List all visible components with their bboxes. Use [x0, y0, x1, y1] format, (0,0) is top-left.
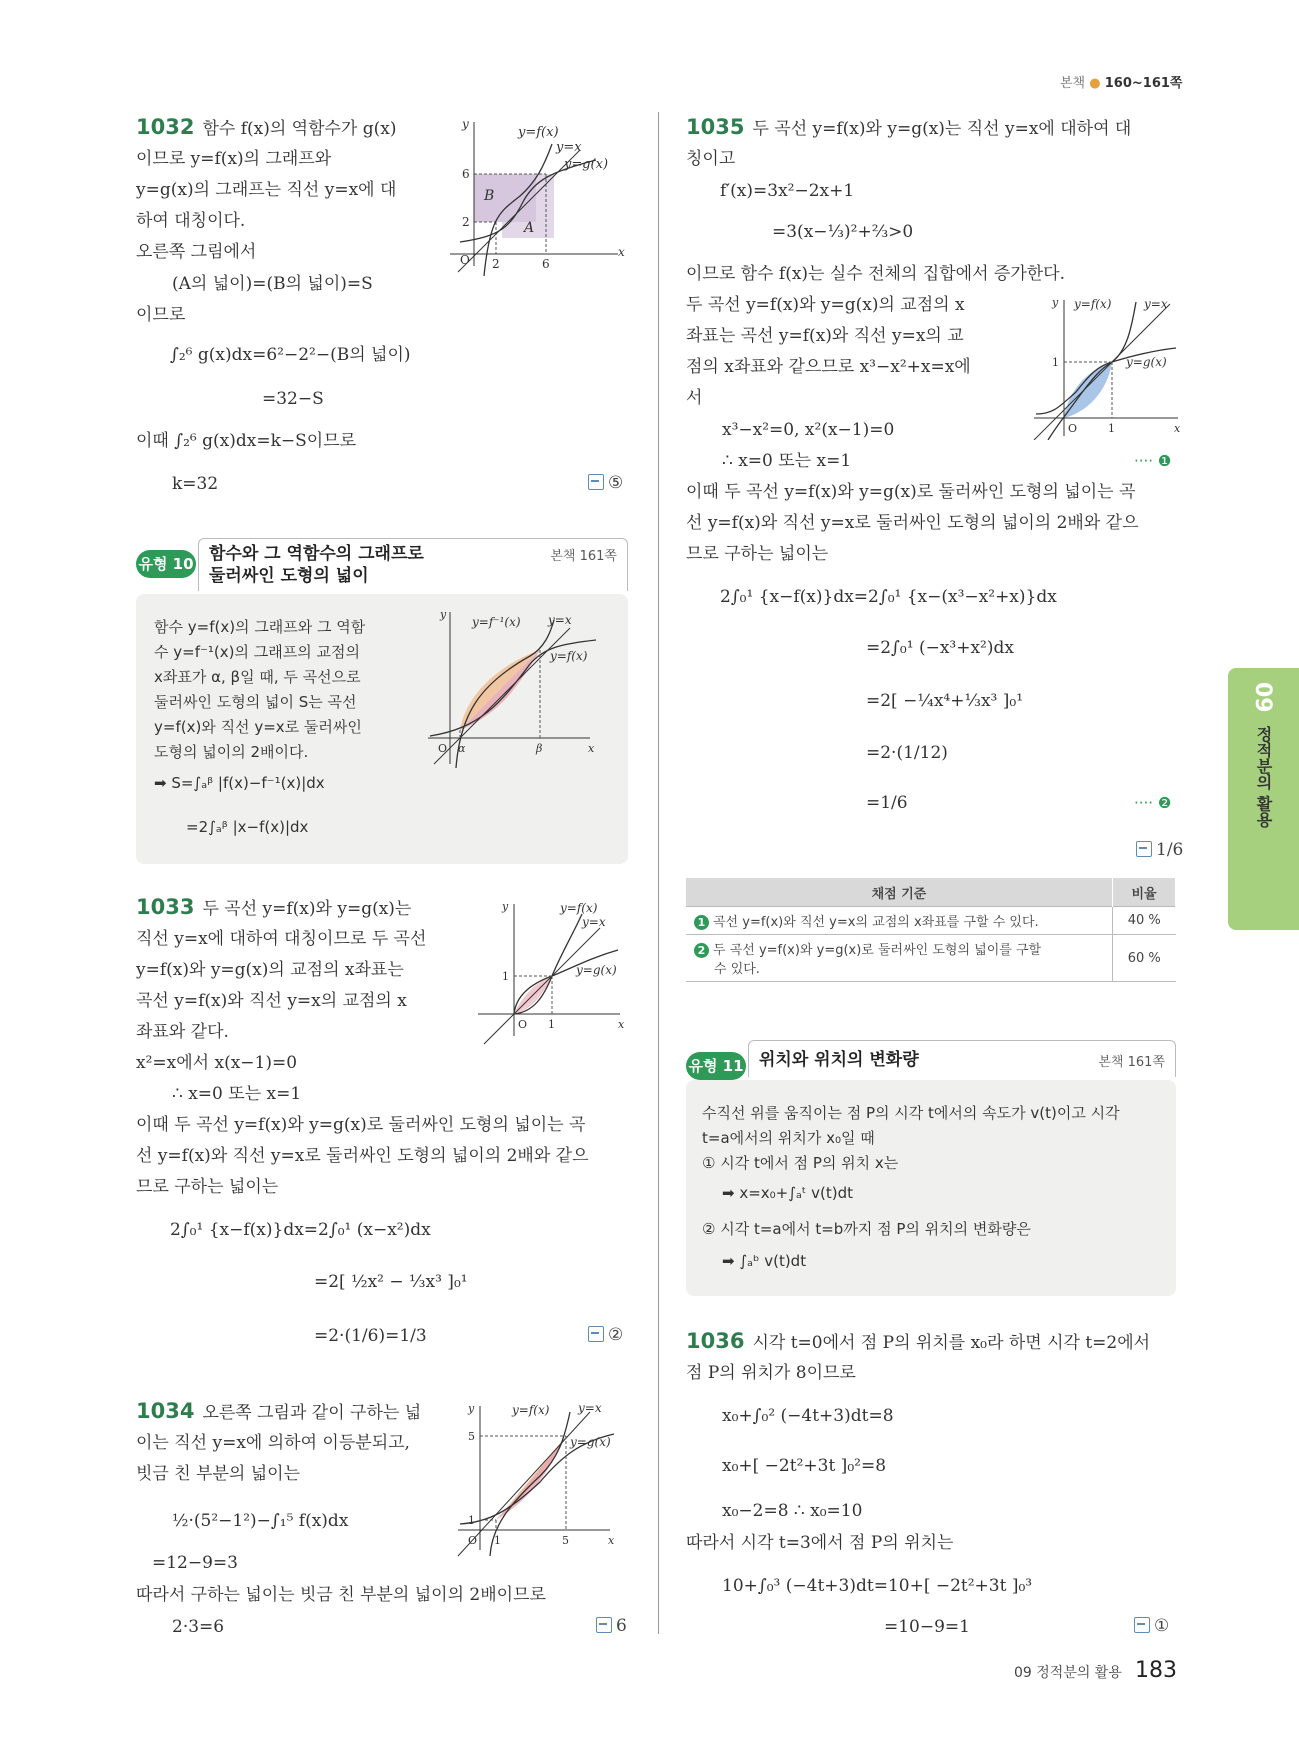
- label-yx: y=x: [556, 140, 582, 155]
- footer-chapter: 09 정적분의 활용: [1014, 1665, 1122, 1681]
- p1036-line-1: [686, 1330, 1150, 1354]
- p1034-graph: [450, 1400, 635, 1560]
- label-g: y=g(x): [564, 157, 609, 172]
- type10-title-line-2: 둘러싸인 도형의 넓이: [209, 566, 369, 586]
- mark-2: ···· ❷: [1134, 794, 1172, 812]
- curve-f: [1048, 302, 1136, 440]
- tick-x-1: 1: [548, 1018, 555, 1031]
- p1032-line-4: 하여 대칭이다.: [136, 211, 246, 231]
- p1036-answer-value: ①: [1154, 1616, 1170, 1636]
- p1035-line-5: 이므로 함수 f(x)는 실수 전체의 집합에서 증가한다.: [686, 264, 1065, 284]
- label-f: y=f(x): [518, 125, 559, 140]
- p1033-graph: [470, 896, 630, 1046]
- p1035-line-1: [686, 116, 1131, 140]
- p1034-line-6: 따라서 구하는 넓이는 빗금 친 부분의 넓이의 2배이므로: [136, 1585, 546, 1605]
- p1033-line-7: ∴ x=0 또는 x=1: [172, 1084, 302, 1104]
- p1032-line-3: y=g(x)의 그래프는 직선 y=x에 대: [136, 180, 397, 200]
- p1033-answer-value: ②: [608, 1325, 624, 1345]
- tick-x-1: 1: [494, 1534, 501, 1547]
- tick-y-2: 2: [462, 215, 470, 229]
- label-f: y=f(x): [560, 901, 598, 915]
- type10-graph: [420, 604, 620, 774]
- type11-s1: 수직선 위를 움직이는 점 P의 시각 t에서의 속도가 v(t)이고 시각: [702, 1104, 1120, 1122]
- p1032-line-8: ∫₂⁶ g(x)dx=6²−2²−(B의 넓이): [170, 345, 411, 365]
- type10-s2: 수 y=f⁻¹(x)의 그래프의 교점의: [154, 643, 360, 661]
- label-yx: y=x: [582, 915, 606, 929]
- criteria-marker-2: 2: [694, 943, 709, 958]
- curve-g: [514, 950, 618, 1014]
- footer-page-number: 183: [1134, 1658, 1177, 1683]
- origin-label: O: [468, 1534, 478, 1547]
- grading-criteria-table: [686, 878, 1176, 982]
- type11-s3: ① 시각 t에서 점 P의 위치 x는: [702, 1154, 899, 1172]
- p1033-line-10: 므로 구하는 넓이는: [136, 1177, 279, 1197]
- type10-s6: 도형의 넓이의 2배이다.: [154, 743, 309, 761]
- p1036-line-6: 따라서 시각 t=3에서 점 P의 위치는: [686, 1533, 954, 1553]
- p1034-line-4: ½·(5²−1²)−∫₁⁵ f(x)dx: [172, 1511, 349, 1531]
- tick-x-6: 6: [542, 257, 550, 271]
- label-f: y=f(x): [1074, 297, 1112, 311]
- type10-s7: ➡ S=∫ₐᵝ |f(x)−f⁻¹(x)|dx: [154, 774, 325, 792]
- p1033-line-1: [136, 896, 411, 920]
- criteria-header-row: [686, 878, 1176, 907]
- type10-s3: x좌표가 α, β일 때, 두 곡선으로: [154, 668, 361, 686]
- origin-label: O: [1068, 422, 1078, 435]
- region-upper: [496, 1436, 566, 1520]
- p1035-line-10: x³−x²=0, x²(x−1)=0: [722, 420, 895, 440]
- label-yx: y=x: [1144, 297, 1168, 311]
- region-lower: [460, 650, 540, 730]
- tick-alpha: α: [458, 742, 466, 755]
- label-f: y=f(x): [550, 649, 588, 663]
- p1034-line-2: 이는 직선 y=x에 의하여 이등분되고,: [136, 1433, 410, 1453]
- label-yx: y=x: [578, 1401, 602, 1415]
- region-lower: [496, 1436, 566, 1520]
- criteria-row-2-text: [686, 935, 1113, 982]
- type11-badge: 유형 11: [686, 1052, 746, 1080]
- type10-header: [136, 538, 628, 592]
- p1032-line-2: 이므로 y=f(x)의 그래프와: [136, 149, 332, 169]
- criteria-row-2-label-b: 수 있다.: [714, 962, 760, 977]
- p1035-line-4: =3(x−⅓)²+⅔>0: [772, 222, 914, 242]
- label-g: y=g(x): [570, 1435, 611, 1449]
- tick-y-6: 6: [462, 167, 470, 181]
- p1034-text-1: 오른쪽 그림과 같이 구하는 넓: [202, 1403, 422, 1423]
- p1033-answer: [588, 1325, 623, 1345]
- problem-number-1034: 1034: [136, 1399, 195, 1423]
- type10-s8: =2∫ₐᵝ |x−f(x)|dx: [186, 818, 309, 836]
- label-finv: y=f⁻¹(x): [472, 615, 521, 629]
- p1032-line-6: (A의 넓이)=(B의 넓이)=S: [172, 274, 373, 294]
- p1033-text-1: 두 곡선 y=f(x)와 y=g(x)는: [202, 899, 412, 919]
- answer-icon: [596, 1617, 612, 1633]
- origin-label: O: [438, 742, 448, 755]
- axis-x-label: x: [618, 245, 625, 259]
- column-divider: [658, 112, 659, 1634]
- p1035-line-11: ∴ x=0 또는 x=1: [722, 451, 852, 471]
- p1035-line-17: =2[ −¼x⁴+⅓x³ ]₀¹: [866, 691, 1024, 711]
- line-y-eq-x: [484, 928, 600, 1044]
- axis-y-label: y: [440, 608, 447, 621]
- mark-1: ···· ❶: [1134, 452, 1172, 470]
- problem-number-1033: 1033: [136, 895, 195, 919]
- axis-x-label: x: [1174, 422, 1181, 435]
- tick-y-1: 1: [468, 1514, 475, 1527]
- p1033-line-9: 선 y=f(x)와 직선 y=x로 둘러싸인 도형의 넓이의 2배와 같으: [136, 1146, 589, 1166]
- axis-x-label: x: [608, 1534, 615, 1547]
- p1034-line-5: =12−9=3: [152, 1553, 238, 1573]
- p1035-line-7: 좌표는 곡선 y=f(x)와 직선 y=x의 교: [686, 326, 964, 346]
- criteria-row-1-text: [686, 907, 1113, 935]
- type10-box: [198, 538, 628, 591]
- axis-x-label: x: [588, 742, 595, 755]
- label-yx: y=x: [548, 613, 572, 627]
- type10-s4: 둘러싸인 도형의 넓이 S는 곡선: [154, 693, 357, 711]
- type11-summary: [686, 1080, 1176, 1296]
- p1032-answer: [588, 473, 623, 493]
- p1032-line-5: 오른쪽 그림에서: [136, 242, 257, 262]
- p1034-answer-value: 6: [616, 1616, 627, 1636]
- type10-title: [209, 543, 424, 587]
- p1035-line-3: f′(x)=3x²−2x+1: [720, 181, 855, 201]
- problem-number-1032: 1032: [136, 115, 195, 139]
- type10-title-line-1: 함수와 그 역함수의 그래프로: [209, 544, 424, 564]
- origin-label: O: [518, 1018, 528, 1031]
- criteria-row: [686, 935, 1176, 982]
- type11-ref: 본책 161쪽: [1098, 1055, 1165, 1070]
- type11-s2: t=a에서의 위치가 x₀일 때: [702, 1129, 875, 1147]
- criteria-header-label: 채점 기준: [686, 878, 1113, 907]
- p1034-answer: [596, 1616, 627, 1636]
- answer-icon: [1134, 1617, 1150, 1633]
- p1033-line-11: 2∫₀¹ {x−f(x)}dx=2∫₀¹ (x−x²)dx: [170, 1220, 431, 1240]
- label-g: y=g(x): [1126, 355, 1167, 369]
- type10-badge: 유형 10: [136, 550, 196, 578]
- p1033-line-2: 직선 y=x에 대하여 대칭이므로 두 곡선: [136, 929, 427, 949]
- p1032-line-9: =32−S: [262, 389, 324, 409]
- p1034-line-1: [136, 1400, 421, 1424]
- p1032-graph: [440, 116, 640, 276]
- answer-icon: [588, 1326, 604, 1342]
- p1034-line-3: 빗금 친 부분의 넓이는: [136, 1464, 301, 1484]
- tick-x-1: 1: [1108, 422, 1115, 435]
- criteria-row-1-ratio: 40 %: [1113, 907, 1176, 935]
- p1035-line-16: =2∫₀¹ (−x³+x²)dx: [866, 638, 1014, 658]
- p1035-line-15: 2∫₀¹ {x−f(x)}dx=2∫₀¹ {x−(x³−x²+x)}dx: [720, 587, 1057, 607]
- problem-number-1036: 1036: [686, 1329, 745, 1353]
- type10-s1: 함수 y=f(x)의 그래프와 그 역함: [154, 618, 366, 636]
- label-B: B: [484, 188, 495, 204]
- criteria-row-2-label-a: 두 곡선 y=f(x)와 y=g(x)로 둘러싸인 도형의 넓이를 구할: [713, 943, 1042, 958]
- p1033-line-3: y=f(x)와 y=g(x)의 교점의 x좌표는: [136, 960, 404, 980]
- p1032-line-11: k=32: [172, 474, 219, 494]
- p1035-line-8: 점의 x좌표와 같으므로 x³−x²+x=x에: [686, 357, 971, 377]
- p1036-answer: [1134, 1616, 1169, 1636]
- header-dot: ●: [1089, 76, 1101, 91]
- header-book-label: 본책: [1060, 76, 1086, 91]
- p1035-answer: [1136, 840, 1183, 860]
- p1035-line-14: 므로 구하는 넓이는: [686, 544, 829, 564]
- p1036-line-7: 10+∫₀³ (−4t+3)dt=10+[ −2t²+3t ]₀³: [722, 1576, 1033, 1596]
- axis-y-label: y: [1052, 296, 1059, 309]
- line-y-eq-x: [458, 1412, 590, 1556]
- p1033-line-12: =2[ ½x² − ⅓x³ ]₀¹: [314, 1272, 468, 1292]
- side-tab-label: 정적분의 활용: [1254, 726, 1273, 828]
- axis-y-label: y: [468, 1402, 475, 1415]
- p1036-text-1: 시각 t=0에서 점 P의 위치를 x₀라 하면 시각 t=2에서: [752, 1333, 1151, 1353]
- p1032-text-1: 함수 f(x)의 역함수가 g(x): [202, 119, 397, 139]
- type10-ref: 본책 161쪽: [550, 549, 617, 564]
- tick-beta: β: [536, 742, 543, 755]
- p1035-answer-value: 1/6: [1156, 840, 1184, 860]
- p1036-line-4: x₀+[ −2t²+3t ]₀²=8: [722, 1456, 887, 1476]
- type10-summary: [136, 594, 628, 864]
- p1032-line-10: 이때 ∫₂⁶ g(x)dx=k−S이므로: [136, 431, 357, 451]
- p1032-answer-value: ⑤: [608, 473, 624, 493]
- type11-s4: ➡ x=x₀+∫ₐᵗ v(t)dt: [722, 1184, 853, 1202]
- p1035-line-2: 칭이고: [686, 149, 736, 169]
- problem-number-1035: 1035: [686, 115, 745, 139]
- type11-box: [748, 1040, 1176, 1077]
- p1035-line-19: =1/6: [866, 793, 908, 813]
- p1034-line-7: 2·3=6: [172, 1617, 225, 1637]
- type11-s5: ② 시각 t=a에서 t=b까지 점 P의 위치의 변화량은: [702, 1220, 1031, 1238]
- p1032-line-7: 이므로: [136, 305, 186, 325]
- criteria-row-1-label: 곡선 y=f(x)와 직선 y=x의 교점의 x좌표를 구할 수 있다.: [713, 915, 1039, 930]
- p1035-graph: [1028, 294, 1188, 440]
- region-enclosed: [1064, 362, 1112, 418]
- axis-x-label: x: [618, 1018, 625, 1031]
- answer-icon: [588, 474, 604, 490]
- tick-y-1: 1: [502, 970, 509, 983]
- p1036-line-2: 점 P의 위치가 8이므로: [686, 1363, 856, 1383]
- tick-x-5: 5: [562, 1534, 569, 1547]
- type11-s6: ➡ ∫ₐᵇ v(t)dt: [722, 1252, 807, 1270]
- origin-label: O: [460, 253, 470, 267]
- axis-y-label: y: [502, 900, 509, 913]
- p1032-line-1: [136, 116, 397, 140]
- p1033-line-5: 좌표와 같다.: [136, 1022, 229, 1042]
- p1033-line-13: =2·(1/6)=1/3: [314, 1326, 427, 1346]
- side-tab-number: 09: [1250, 682, 1275, 713]
- p1035-line-13: 선 y=f(x)와 직선 y=x로 둘러싸인 도형의 넓이의 2배와 같으: [686, 513, 1139, 533]
- tick-y-1: 1: [1052, 356, 1059, 369]
- p1036-line-3: x₀+∫₀² (−4t+3)dt=8: [722, 1406, 894, 1426]
- page-footer: [1014, 1658, 1177, 1683]
- p1035-line-18: =2·(1/12): [866, 743, 948, 763]
- p1035-line-12: 이때 두 곡선 y=f(x)와 y=g(x)로 둘러싸인 도형의 넓이는 곡: [686, 482, 1136, 502]
- p1036-line-5: x₀−2=8 ∴ x₀=10: [722, 1501, 863, 1521]
- criteria-marker-1: 1: [694, 915, 709, 930]
- answer-icon: [1136, 841, 1152, 857]
- p1035-text-1: 두 곡선 y=f(x)와 y=g(x)는 직선 y=x에 대하여 대: [752, 119, 1132, 139]
- page-header: [1060, 72, 1182, 91]
- header-pages: 160~161쪽: [1104, 76, 1183, 91]
- label-f: y=f(x): [512, 1403, 550, 1417]
- label-g: y=g(x): [576, 963, 617, 977]
- type10-s5: y=f(x)와 직선 y=x로 둘러싸인: [154, 718, 362, 736]
- criteria-row: [686, 907, 1176, 935]
- axis-y-label: y: [462, 117, 469, 131]
- tick-y-5: 5: [468, 1430, 475, 1443]
- line-y-eq-x: [1034, 304, 1170, 440]
- p1035-line-9: 서: [686, 388, 703, 408]
- type11-title: 위치와 위치의 변화량: [759, 1050, 919, 1070]
- p1033-line-4: 곡선 y=f(x)와 직선 y=x의 교점의 x: [136, 991, 407, 1011]
- criteria-header-ratio: 비율: [1113, 878, 1176, 907]
- tick-x-2: 2: [492, 257, 500, 271]
- criteria-row-2-ratio: 60 %: [1113, 935, 1176, 982]
- p1033-line-6: x²=x에서 x(x−1)=0: [136, 1053, 298, 1073]
- p1036-line-8: =10−9=1: [884, 1617, 970, 1637]
- p1035-line-6: 두 곡선 y=f(x)와 y=g(x)의 교점의 x: [686, 295, 965, 315]
- label-A: A: [524, 220, 535, 236]
- p1033-line-8: 이때 두 곡선 y=f(x)와 y=g(x)로 둘러싸인 도형의 넓이는 곡: [136, 1115, 586, 1135]
- chapter-side-tab: [1228, 668, 1299, 930]
